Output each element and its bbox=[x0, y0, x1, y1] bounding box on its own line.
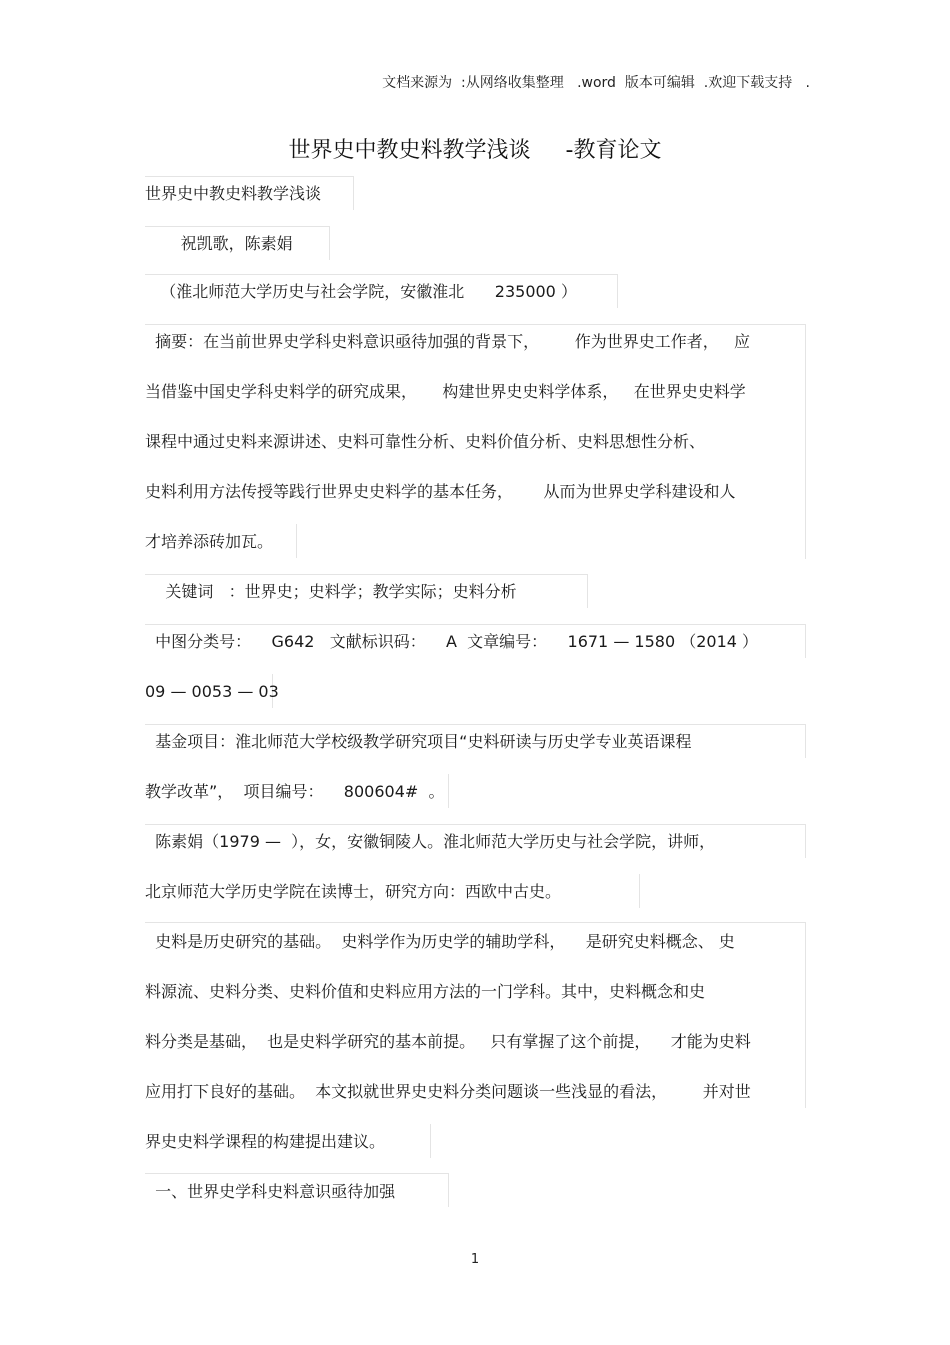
text-rule bbox=[805, 324, 806, 559]
text-rule bbox=[329, 226, 330, 260]
affiliation-line: （淮北师范大学历史与社会学院，安徽淮北 235000 ） bbox=[145, 282, 577, 301]
keywords-line: 关键词 ：世界史；史料学；教学实际；史料分析 bbox=[145, 582, 517, 601]
text-rule bbox=[805, 824, 806, 858]
text-rule bbox=[145, 624, 805, 625]
text-rule bbox=[145, 922, 805, 923]
text-rule bbox=[805, 724, 806, 758]
text-rule bbox=[145, 1173, 448, 1174]
text-rule bbox=[805, 624, 806, 658]
page-number: 1 bbox=[470, 1252, 480, 1267]
body-paragraph-line: 界史史料学课程的构建提出建议。 bbox=[145, 1132, 386, 1151]
author-bio-line: 北京师范大学历史学院在读博士，研究方向：西欧中古史。 bbox=[145, 882, 562, 901]
classification-line: 中图分类号： G642 文献标识码： A 文章编号： 1671 — 1580 （2014 ） bbox=[145, 632, 759, 651]
text-rule bbox=[639, 874, 640, 908]
text-rule bbox=[430, 1124, 431, 1158]
abstract-line: 才培养添砖加瓦。 bbox=[145, 532, 274, 551]
text-rule bbox=[617, 274, 618, 308]
section-heading: 一、世界史学科史料意识亟待加强 bbox=[145, 1182, 396, 1201]
paper-subtitle: 世界史中教史料教学浅谈 bbox=[145, 184, 322, 203]
text-rule bbox=[145, 724, 805, 725]
abstract-line: 摘要：在当前世界史学科史料意识亟待加强的背景下， 作为世界史工作者， 应 bbox=[145, 332, 751, 351]
author-line: 祝凯歌，陈素娟 bbox=[145, 234, 293, 253]
body-paragraph-line: 料源流、史料分类、史料价值和史料应用方法的一门学科。其中，史料概念和史 bbox=[145, 982, 706, 1001]
abstract-line: 当借鉴中国史学科史料学的研究成果， 构建世界史史料学体系， 在世界史史料学 bbox=[145, 382, 746, 401]
text-rule bbox=[145, 574, 587, 575]
header-source-note: 文档来源为 :从网络收集整理 .word 版本可编辑 .欢迎下载支持 . bbox=[382, 75, 810, 91]
body-paragraph-line: 料分类是基础， 也是史料学研究的基本前提。 只有掌握了这个前提， 才能为史料 bbox=[145, 1032, 751, 1051]
text-rule bbox=[296, 524, 297, 558]
text-rule bbox=[145, 824, 805, 825]
text-rule bbox=[145, 226, 329, 227]
text-rule bbox=[145, 176, 353, 177]
body-paragraph-line: 史料是历史研究的基础。 史料学作为历史学的辅助学科， 是研究史料概念、 史 bbox=[145, 932, 735, 951]
abstract-line: 课程中通过史料来源讲述、史料可靠性分析、史料价值分析、史料思想性分析、 bbox=[145, 432, 706, 451]
page-title: 世界史中教史料教学浅谈 -教育论文 bbox=[288, 138, 662, 163]
text-rule bbox=[448, 774, 449, 808]
text-rule bbox=[805, 922, 806, 1108]
abstract-line: 史料利用方法传授等践行世界史史料学的基本任务， 从而为世界史学科建设和人 bbox=[145, 482, 736, 501]
text-rule bbox=[448, 1173, 449, 1207]
text-rule bbox=[587, 574, 588, 608]
classification-line: 09 — 0053 — 03 bbox=[145, 682, 279, 701]
funding-line: 教学改革”， 项目编号： 800604# 。 bbox=[145, 782, 445, 801]
text-rule bbox=[353, 176, 354, 210]
text-rule bbox=[145, 324, 805, 325]
funding-line: 基金项目：淮北师范大学校级教学研究项目“史料研读与历史学专业英语课程 bbox=[145, 732, 692, 751]
body-paragraph-line: 应用打下良好的基础。 本文拟就世界史史料分类问题谈一些浅显的看法， 并对世 bbox=[145, 1082, 751, 1101]
text-rule bbox=[145, 274, 617, 275]
author-bio-line: 陈素娟（1979 — ），女，安徽铜陵人。淮北师范大学历史与社会学院，讲师， bbox=[145, 832, 716, 851]
